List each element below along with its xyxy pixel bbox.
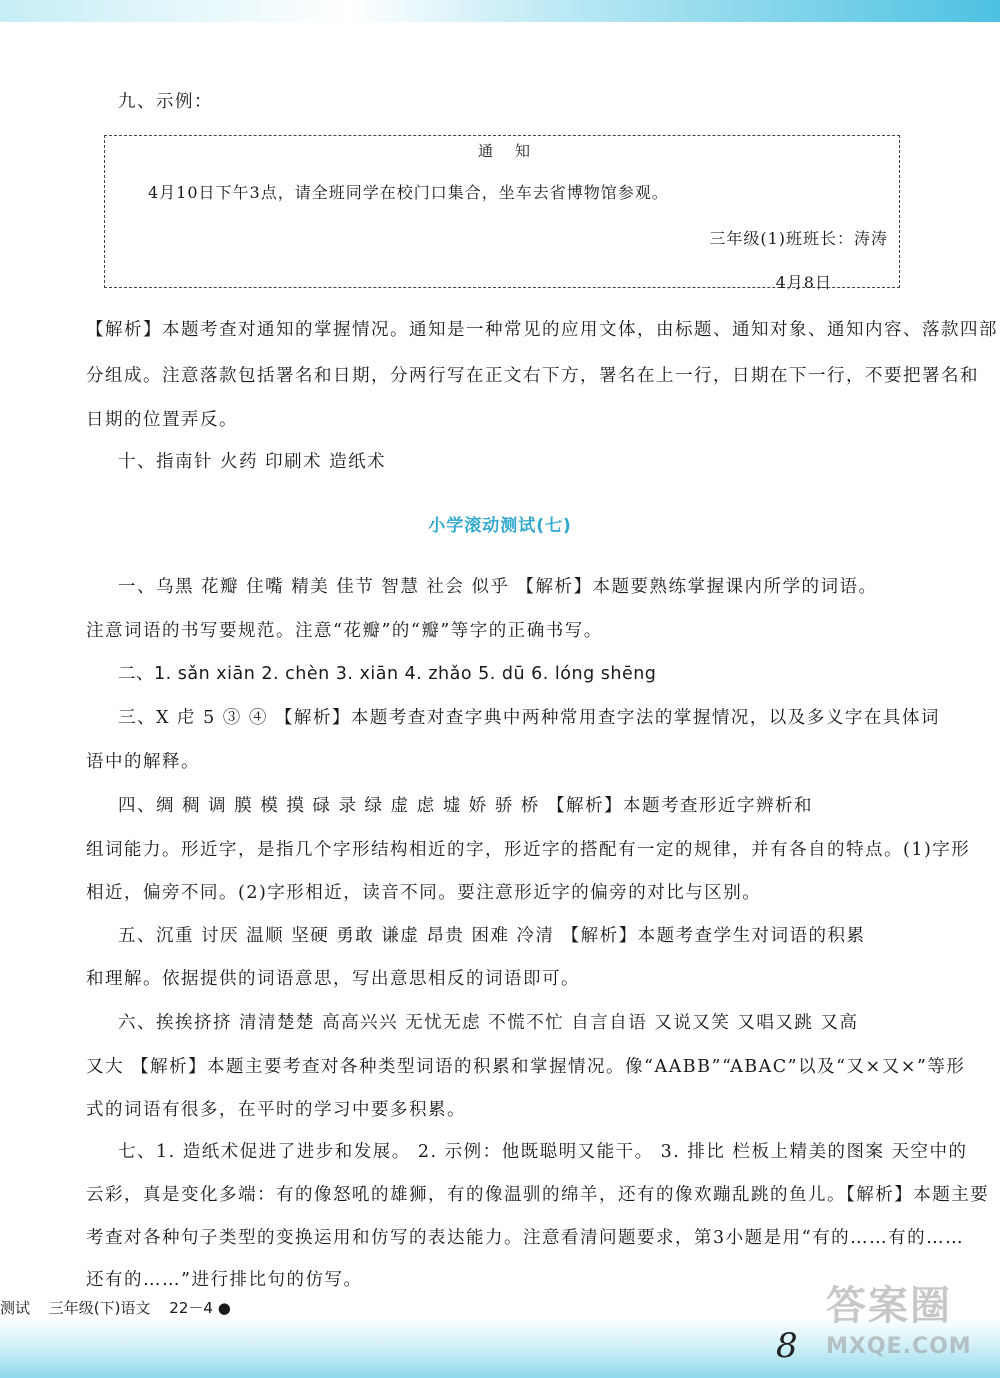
q4-line: 四、绸 稠 调 膜 模 摸 碌 录 绿 虚 虑 墟 娇 骄 桥 【解析】本题考查形近字辨析和 <box>118 796 813 816</box>
q9-analysis-line: 分组成。注意落款包括署名和日期，分两行写在正文右下方，署名在上一行，日期在下一行，不要把署名和 <box>86 366 979 386</box>
q6-line: 又大 【解析】本题主要考查对各种类型词语的积累和掌握情况。像“AABB”“ABAC”以及“又×又×”等形 <box>86 1057 966 1077</box>
handwritten-page-number: 8 <box>776 1326 798 1366</box>
watermark-logo <box>826 1274 996 1372</box>
q9-heading: 九、示例： <box>118 92 213 112</box>
notice-date: 4月8日 <box>775 273 832 292</box>
q5-line: 和理解。依据提供的词语意思，写出意思相反的词语即可。 <box>86 969 580 989</box>
watermark-url: MXQE.COM <box>826 1334 972 1359</box>
q7-line: 考查对各种句子类型的变换运用和仿写的表达能力。注意看清问题要求，第3小题是用“有的……有的…… <box>86 1228 965 1248</box>
footer-grade: 三年级(下)语文 <box>48 1299 151 1317</box>
footer-left-label: 测试 <box>0 1299 31 1317</box>
notice-title: 通知 <box>478 142 553 160</box>
notice-signature: 三年级(1)班班长：涛涛 <box>709 229 888 248</box>
notice-body: 4月10日下午3点，请全班同学在校门口集合，坐车去省博物馆参观。 <box>148 183 669 202</box>
q7-line: 还有的……”进行排比句的仿写。 <box>86 1270 363 1290</box>
section-title: 小学滚动测试(七) <box>428 516 572 536</box>
q4-line: 相近，偏旁不同。(2)字形相近，读音不同。要注意形近字的偏旁的对比与区别。 <box>86 883 762 903</box>
q3-line: 语中的解释。 <box>86 752 200 772</box>
q4-line: 组词能力。形近字，是指几个字形结构相近的字，形近字的搭配有一定的规律，并有各自的特点。(1)字形 <box>86 840 971 860</box>
q7-line: 七、1. 造纸术促进了进步和发展。 2. 示例：他既聪明又能干。 3. 排比 栏板上精美的图案 天空中的 <box>118 1142 968 1162</box>
q2-answer: 二、1. sǎn xiān 2. chèn 3. xiān 4. zhǎo 5. dū 6. lóng shēng <box>118 664 657 684</box>
page-footer <box>0 1297 245 1318</box>
top-decorative-band <box>0 0 1000 22</box>
q10-answer: 十、指南针 火药 印刷术 造纸术 <box>118 452 387 472</box>
q9-analysis-line: 【解析】本题考查对通知的掌握情况。通知是一种常见的应用文体，由标题、通知对象、通知内容、落款四部 <box>86 320 998 340</box>
q3-line: 三、X 虍 5 ③ ④ 【解析】本题考查对查字典中两种常用查字法的掌握情况，以及多义字在具体词 <box>118 708 940 728</box>
q7-line: 云彩，真是变化多端：有的像怒吼的雄狮，有的像温驯的绵羊，还有的像欢蹦乱跳的鱼儿。【解析】本题主要 <box>86 1185 990 1205</box>
q5-line: 五、沉重 讨厌 温顺 坚硬 勇敢 谦虚 昂贵 困难 冷清 【解析】本题考查学生对词语的积累 <box>118 926 866 946</box>
q1-line: 一、乌黑 花瓣 住嘴 精美 佳节 智慧 社会 似乎 【解析】本题要熟练掌握课内所学的词语。 <box>118 577 878 597</box>
q6-line: 式的词语有很多，在平时的学习中要多积累。 <box>86 1100 466 1120</box>
q6-line: 六、挨挨挤挤 清清楚楚 高高兴兴 无忧无虑 不慌不忙 自言自语 又说又笑 又唱又跳 又高 <box>118 1013 859 1033</box>
q1-line: 注意词语的书写要规范。注意“花瓣”的“瓣”等字的正确书写。 <box>86 621 603 641</box>
q9-analysis-line: 日期的位置弄反。 <box>86 410 238 430</box>
watermark-title: 答案圈 <box>826 1283 952 1329</box>
footer-page: 22－4 ● <box>169 1299 231 1317</box>
